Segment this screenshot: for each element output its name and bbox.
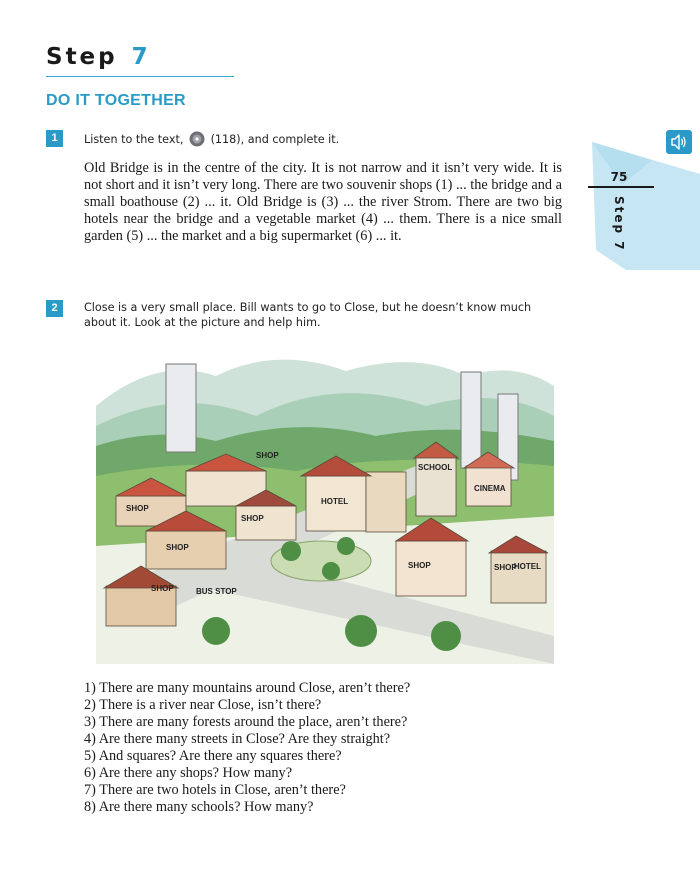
hotel-label-2: HOTEL [513,562,541,571]
side-tab [592,140,700,270]
audio-button[interactable] [666,130,692,154]
bus-stop-label: BUS STOP [196,587,237,596]
question-item: 4) Are there many streets in Close? Are they straight? [84,731,391,747]
cinema-label: CINEMA [474,484,506,493]
question-item: 6) Are there any shops? How many? [84,765,293,781]
exercise-1-instruction [84,131,339,147]
disc-icon [189,131,205,147]
section-title: DO IT TOGETHER [46,92,186,109]
shop-label-1: SHOP [408,561,431,570]
question-item: 7) There are two hotels in Close, aren’t there? [84,782,346,798]
instruction-text-after: (118), and complete it. [210,133,340,146]
speaker-icon [666,130,692,154]
instruction-text-before: Listen to the text, [84,133,184,146]
shop-label-2: SHOP [166,543,189,552]
question-item: 8) Are there many schools? How many? [84,799,314,815]
page-number: 75 [610,170,628,184]
exercise-2-instruction: Close is a very small place. Bill wants to go to Close, but he doesn’t know much about it. Look at the picture and help him. [84,301,532,329]
step-number: 7 [131,44,151,70]
town-illustration [96,346,554,664]
school-label: SCHOOL [418,463,453,472]
shop-label-3: SHOP [126,504,149,513]
title-underline [46,76,234,77]
shop-label-5: SHOP [256,451,279,460]
step-word: Step [46,44,118,70]
question-item: 2) There is a river near Close, isn’t there? [84,697,322,713]
step-title [46,44,151,70]
exercise-1-number: 1 [46,130,63,147]
question-item: 5) And squares? Are there any squares there? [84,748,342,764]
hotel-label: HOTEL [321,497,349,506]
tab-step-label: Step 7 [612,196,626,252]
tab-divider [588,186,654,188]
shop-label-4: SHOP [241,514,264,523]
exercise-1-paragraph: Old Bridge is in the centre of the city. It is not narrow and it isn’t very wide. It is not short and it isn’t very long. There are two souvenir shops (1) ... the bridge and a small boathouse (2) ... it. Old Bridge is (3) ... the river Strom. There are two big hotels near the bridge and a vegetable market (4) ... them. There is a nice small garden (5) ... the market and a big supermarket (6) ... it. [84,160,562,244]
exercise-2-number: 2 [46,300,63,317]
question-list [84,680,410,816]
question-item: 3) There are many forests around the place, aren’t there? [84,714,408,730]
question-item: 1) There are many mountains around Close, aren’t there? [84,680,411,696]
shop-label-6: SHOP [494,563,517,572]
shop-label-7: SHOP [151,584,174,593]
